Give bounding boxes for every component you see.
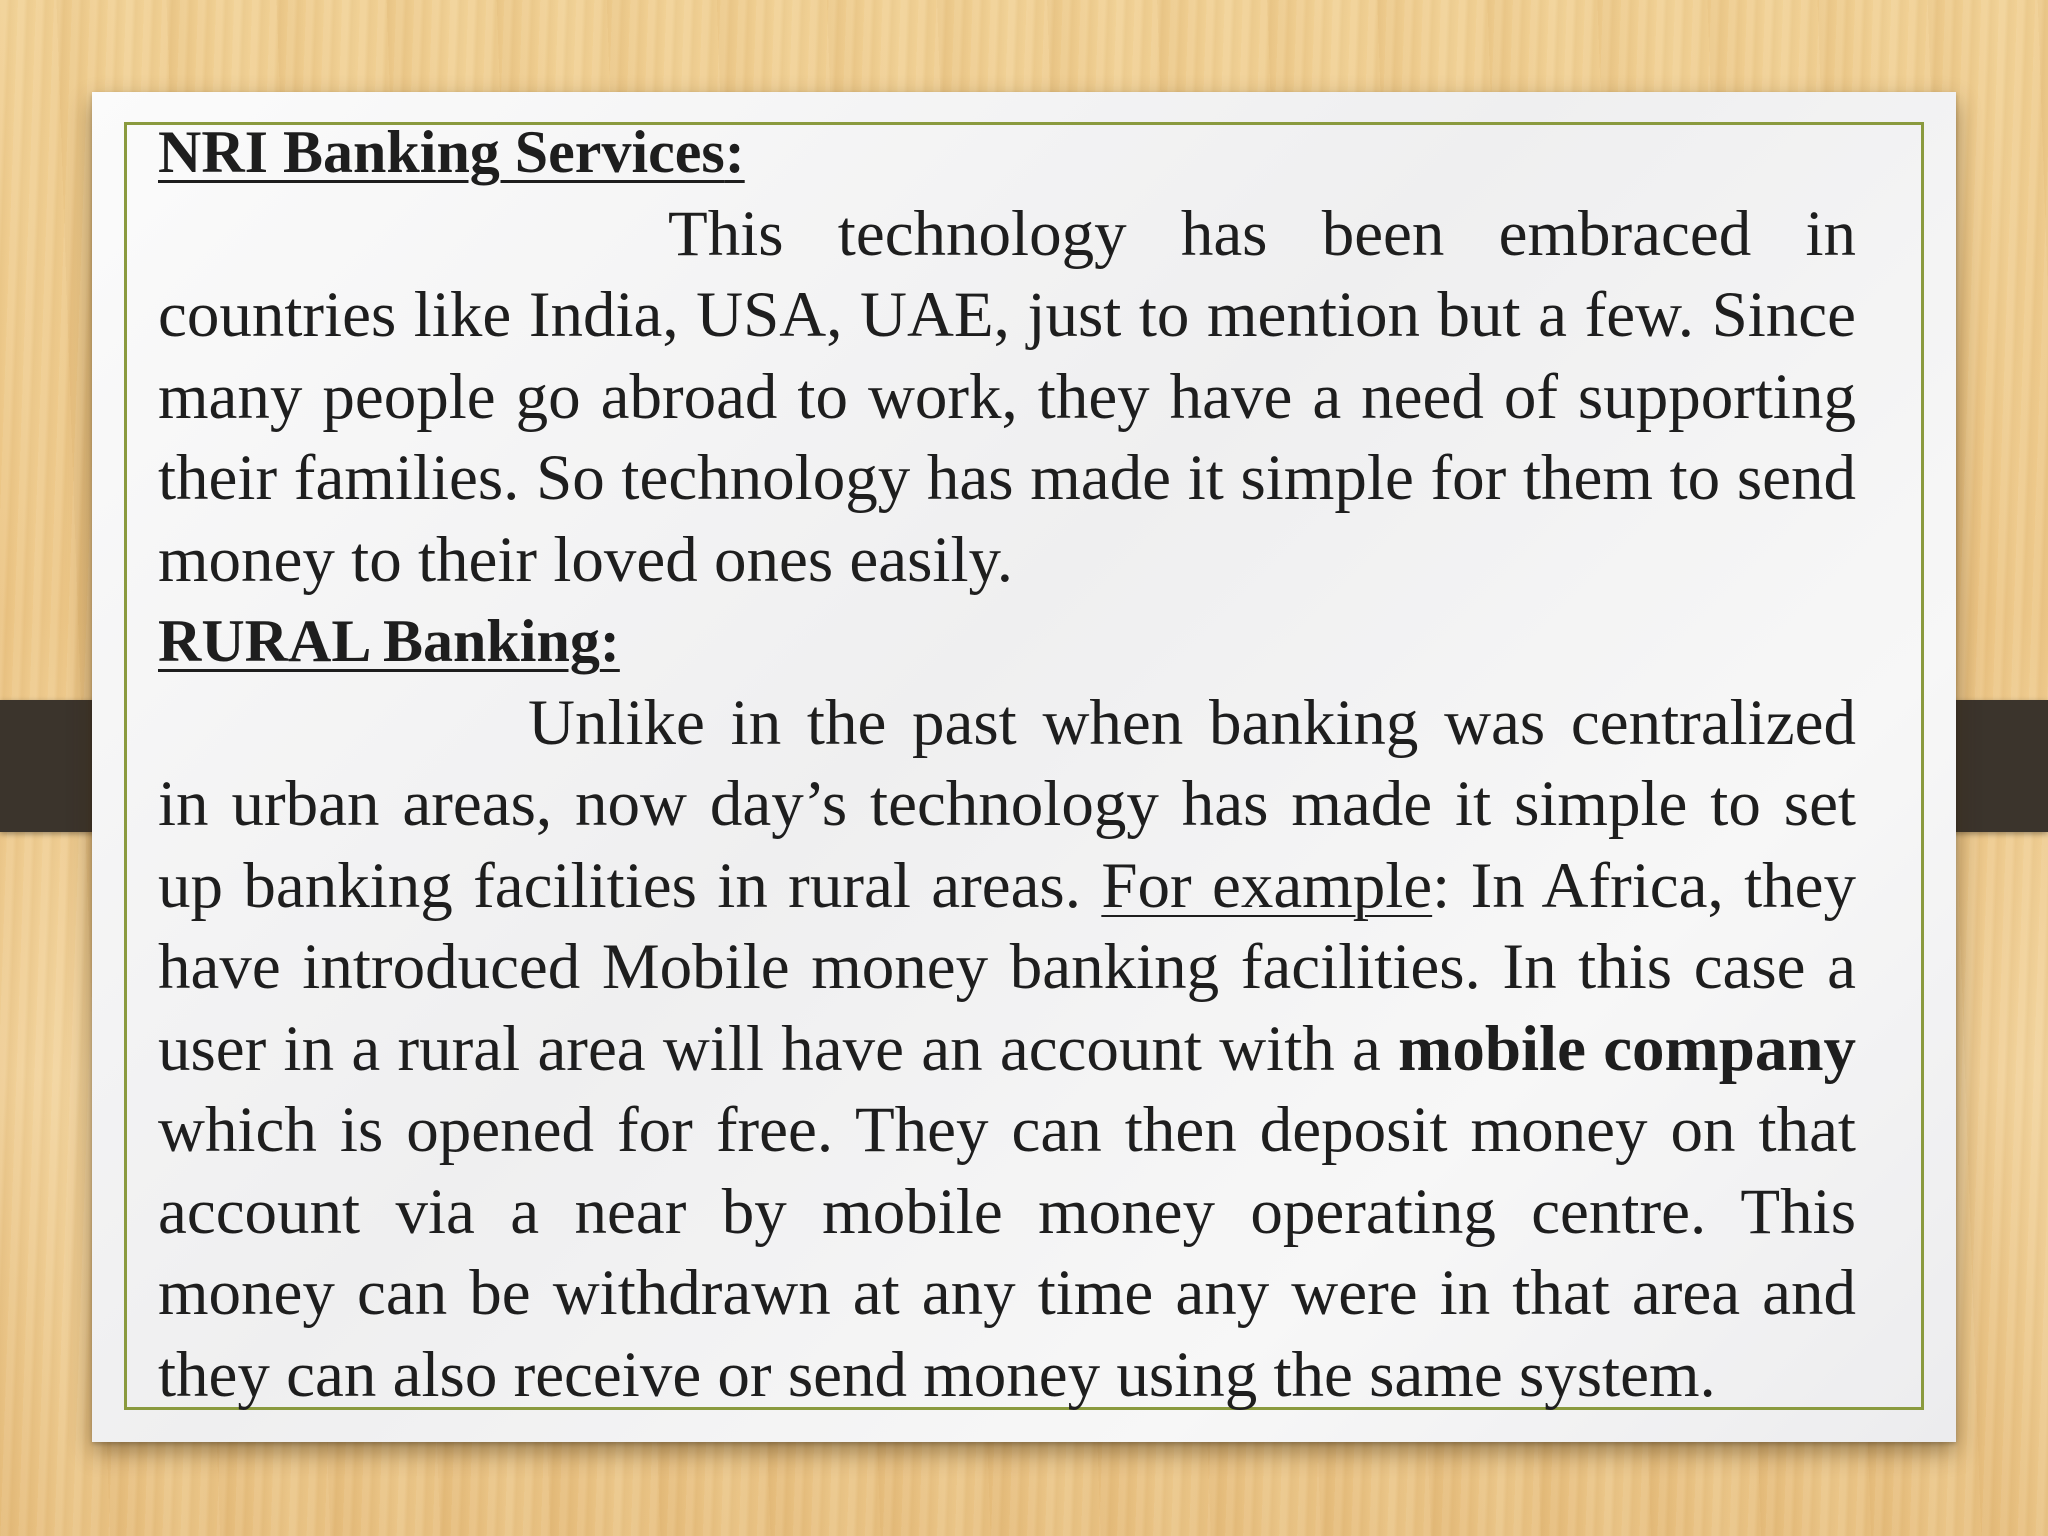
rural-banking-heading	[158, 601, 1856, 683]
rural-banking-text-2: : In Africa, they have introduced Mobile money banking facilities. In this case a user in a rural area will have an account with a	[158, 849, 1856, 1085]
nri-banking-heading-text: NRI Banking Services	[158, 119, 725, 185]
nri-banking-heading	[158, 112, 1856, 194]
rural-banking-paragraph	[158, 683, 1856, 1417]
nri-banking-paragraph: This technology has been embraced in countries like India, USA, UAE, just to mention but a few. Since many people go abroad to work, they have a need of supporting their families. So technology has made it simple for them to send money to their loved ones easily.	[158, 197, 1856, 596]
for-example-label: For example	[1101, 849, 1433, 922]
rural-banking-heading-colon: :	[599, 608, 620, 674]
nri-banking-heading-colon: :	[724, 119, 745, 185]
rural-banking-text-1: Unlike in the past when banking was centralized in urban areas, now day’s technology has made it simple to set up banking facilities in rural areas.	[158, 686, 1856, 922]
slide-content	[158, 112, 1856, 1416]
rural-banking-text-3: which is opened for free. They can then deposit money on that account via a near by mobile money operating centre. This money can be withdrawn at any time any were in that area and they can also receive or send money using the same system.	[158, 1094, 1856, 1411]
mobile-company-bold: mobile company	[1398, 1012, 1856, 1085]
rural-banking-heading-text: RURAL Banking	[158, 608, 600, 674]
